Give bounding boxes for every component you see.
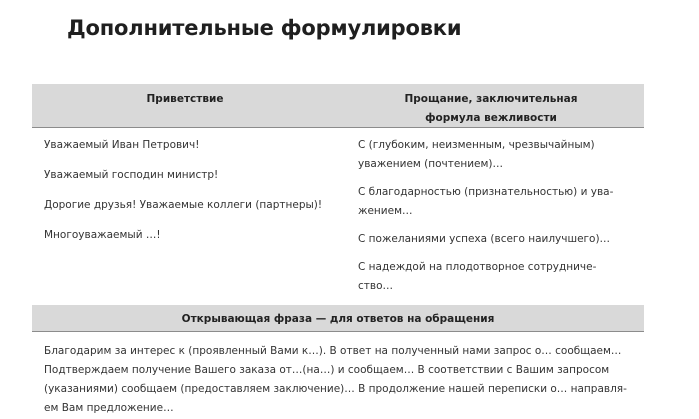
closing-item-line: жением…: [358, 205, 413, 217]
closing-item: [358, 183, 618, 221]
table-header: [32, 84, 644, 128]
closing-item-line: С надеждой на плодотворное сотрудниче-: [358, 261, 597, 273]
closing-item: [358, 258, 618, 296]
closing-item: [358, 230, 618, 249]
closing-column-header: [338, 90, 644, 128]
closing-item: [358, 136, 618, 174]
opening-phrase-line: (указаниями) сообщаем (предоставляем заключение)… В продолжение нашей переписки о… направля-: [44, 383, 627, 395]
opening-phrase-line: Благодарим за интерес к (проявленный Вами к…). В ответ на полученный нами запрос о… сообщаем…: [44, 345, 622, 357]
page-title: Дополнительные формулировки: [67, 16, 462, 40]
closing-header-line: формула вежливости: [425, 112, 557, 124]
closing-item-line: уважением (почтением)…: [358, 158, 503, 170]
closing-item-line: ство…: [358, 280, 394, 292]
opening-phrase-line: Подтверждаем получение Вашего заказа от…(на…) и сообщаем… В соответствии с Вашим запросом: [44, 364, 610, 376]
greeting-list: [44, 136, 334, 256]
opening-phrase-text: [44, 342, 644, 418]
greeting-item: Дорогие друзья! Уважаемые коллеги (партнеры)!: [44, 199, 323, 211]
closing-item-line: С пожеланиями успеха (всего наилучшего)…: [358, 233, 611, 245]
greeting-column-header: Приветствие: [146, 93, 224, 105]
opening-phrase-line: ем Вам предложение…: [44, 402, 174, 414]
greeting-item: Уважаемый господин министр!: [44, 169, 219, 181]
greeting-item: Многоуважаемый …!: [44, 229, 161, 241]
closing-item-line: С благодарностью (признательностью) и ува-: [358, 186, 614, 198]
closing-list: [358, 136, 618, 305]
closing-item-line: С (глубоким, неизменным, чрезвычайным): [358, 139, 595, 151]
opening-phrase-header: Открывающая фраза — для ответов на обращения: [32, 305, 644, 332]
greeting-item: Уважаемый Иван Петрович!: [44, 139, 200, 151]
closing-header-line: Прощание, заключительная: [404, 93, 578, 105]
